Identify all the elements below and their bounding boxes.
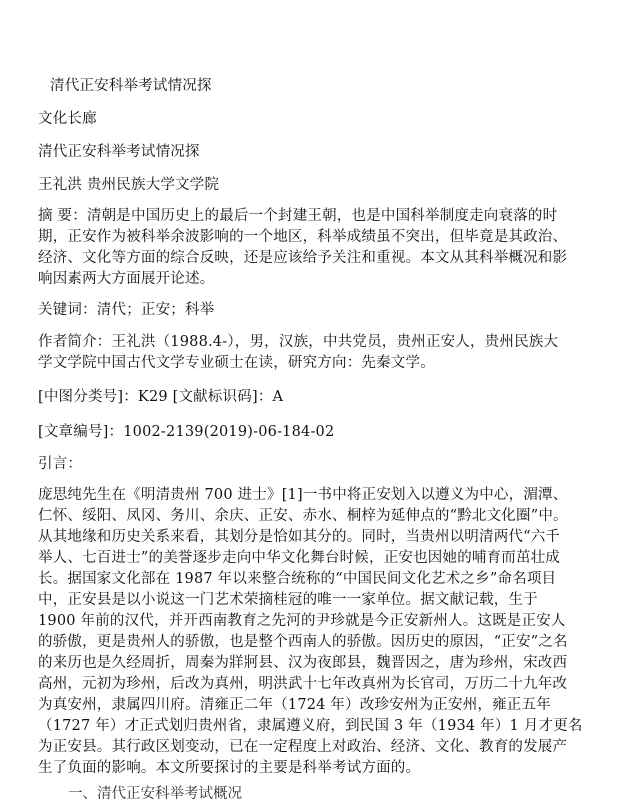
body-line: 1900 年前的汉代，并开西南教育之先河的尹珍就是今正安新州人。这既是正安人 — [38, 613, 566, 629]
body-line: 生了负面的影响。本文所要探讨的主要是科举考试方面的。 — [38, 760, 421, 776]
abstract-line: 响因素两大方面展开论述。 — [38, 271, 215, 287]
abstract-line: 摘 要：清朝是中国历史上的最后一个封建王朝，也是中国科举制度走向衰落的时 — [38, 208, 558, 224]
author-intro-line: 学文学院中国古代文学专业硕士在读，研究方向：先秦文学。 — [38, 355, 435, 371]
body-line: 中，正安县是以小说这一门艺术荣摘桂冠的唯一一家单位。据文献记载，生于 — [38, 592, 538, 608]
keywords: 关键词：清代；正安；科举 — [38, 302, 215, 318]
author-intro — [38, 332, 613, 374]
intro-heading: 引言： — [38, 456, 83, 472]
body-line: 从其地缘和历史关系来看，其划分是恰如其分的。同时，当贵州以明清两代“六千 — [38, 529, 561, 545]
body-line: 长。据国家文化部在 1987 年以来整合统称的“中国民间文化艺术之乡”命名项目 — [38, 571, 557, 587]
body-line: 的来历也是久经周折，周秦为牂牁县、汉为夜郎县，魏晋因之，唐为珍州，宋改西 — [38, 655, 568, 671]
body-line: 高州，元初为珍州，后改为真州，明洪武十七年改真州为长官司，万历二十九年改 — [38, 676, 568, 692]
top-title: 清代正安科举考试情况探 — [50, 78, 212, 94]
body-paragraph — [38, 485, 613, 779]
abstract-line: 经济、文化等方面的综合反映，还是应该给予关注和重视。本文从其科举概况和影 — [38, 250, 568, 266]
body-line: 为真安州，隶属四川府。清雍正二年（1724 年）改珍安州为正安州，雍正五年 — [38, 697, 551, 713]
column-label: 文化长廊 — [38, 111, 97, 127]
classification: [中图分类号]：K29 [文献标识码]：A — [38, 389, 284, 405]
section-heading-cut: 一、清代正安科举考试概况 — [68, 786, 242, 802]
article-title: 清代正安科举考试情况探 — [38, 144, 200, 160]
body-line: 为正安县。其行政区划变动，已在一定程度上对政治、经济、文化、教育的发展产 — [38, 739, 568, 755]
author-intro-line: 作者简介：王礼洪（1988.4-），男，汉族，中共党员，贵州正安人，贵州民族大 — [38, 334, 559, 350]
body-line: 庞思纯先生在《明清贵州 700 进士》[1]一书中将正安划入以遵义为中心，湄潭、 — [38, 487, 568, 503]
body-line: 仁怀、绥阳、凤冈、务川、余庆、正安、赤水、桐梓为延伸点的“黔北文化圈”中。 — [38, 508, 568, 524]
body-line: （1727 年）才正式划归贵州省，隶属遵义府，到民国 3 年（1934 年）1 月才更名 — [38, 718, 583, 734]
body-line: 的骄傲，更是贵州人的骄傲，也是整个西南人的骄傲。因历史的原因，“正安”之名 — [38, 634, 568, 650]
abstract — [38, 206, 613, 290]
abstract-line: 期，正安作为被科举余波影响的一个地区，科举成绩虽不突出，但毕竟是其政治、 — [38, 229, 568, 245]
article-number: [文章编号]：1002-2139(2019)-06-184-02 — [38, 424, 335, 440]
author-line: 王礼洪 贵州民族大学文学院 — [38, 177, 220, 193]
body-line: 举人、七百进士”的美誉逐步走向中华文化舞台时候，正安也因她的哺育而茁壮成 — [38, 550, 561, 566]
